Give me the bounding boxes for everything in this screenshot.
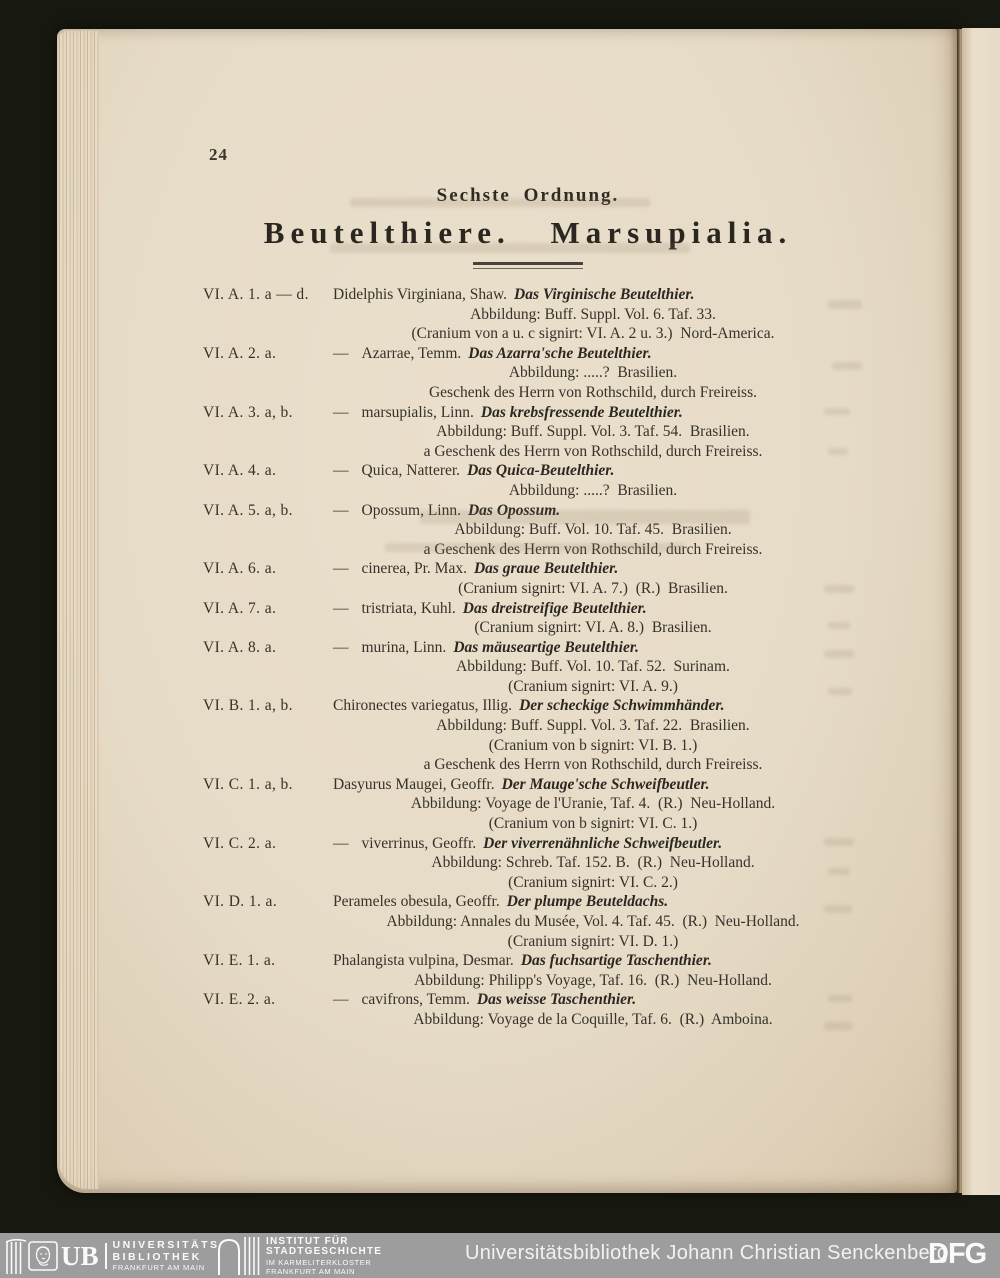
entry-main-line xyxy=(333,403,853,423)
catalog-entry xyxy=(203,501,853,521)
institute-line-4: FRANKFURT AM MAIN xyxy=(266,1266,356,1276)
entry-subline: (Cranium signirt: VI. A. 8.) Brasilien. xyxy=(474,619,712,637)
goethe-head-icon xyxy=(28,1241,58,1271)
entry-subline: Abbildung: Schreb. Taf. 152. B. (R.) Neu-Holland. xyxy=(431,854,755,872)
entry-subline: Abbildung: Annales du Musée, Vol. 4. Taf. 45. (R.) Neu-Holland. xyxy=(386,913,800,930)
entry-main-line xyxy=(333,559,853,579)
repeat-dash: — xyxy=(333,462,349,480)
entry-main-line xyxy=(333,461,853,481)
entry-id: VI. E. 1. a. xyxy=(203,952,276,970)
species-name: Didelphis Virginiana, Shaw. xyxy=(333,286,508,303)
ub-logo-divider xyxy=(105,1243,107,1269)
entry-main-line xyxy=(333,638,853,658)
repeat-dash: — xyxy=(333,599,349,617)
catalog-entry xyxy=(203,344,853,364)
species-name: Azarrae, Temm. xyxy=(361,344,462,362)
catalog-entry xyxy=(203,461,853,481)
entry-id: VI. C. 1. a, b. xyxy=(203,775,293,793)
entry-id: VI. B. 1. a, b. xyxy=(203,697,293,715)
entry-subline: Geschenk des Herrn von Rothschild, durch Freireiss. xyxy=(428,383,757,401)
book-spine-icon xyxy=(5,1238,27,1274)
repeat-dash: — xyxy=(333,403,349,421)
german-name: Das krebsfressende Beutelthier. xyxy=(480,403,683,421)
repeat-dash: — xyxy=(333,638,349,656)
entry-subline: Abbildung: .....? Brasilien. xyxy=(508,481,678,499)
entry-subline: Abbildung: Buff. Vol. 10. Taf. 52. Surinam. xyxy=(456,658,730,676)
species-name: viverrinus, Geoffr. xyxy=(361,834,477,852)
entry-id: VI. D. 1. a. xyxy=(203,893,278,911)
entry-subline: (Cranium signirt: VI. A. 7.) (R.) Brasilien. xyxy=(458,579,728,597)
species-name: Perameles obesula, Geoffr. xyxy=(333,893,500,911)
species-name: Quica, Natterer. xyxy=(361,462,461,480)
species-name: Chironectes variegatus, Illig. xyxy=(333,697,513,715)
german-name: Der plumpe Beuteldachs. xyxy=(506,893,669,911)
german-name: Das weisse Taschenthier. xyxy=(476,991,637,1009)
entry-id: VI. A. 7. a. xyxy=(203,599,277,617)
entry-subline: Abbildung: .....? Brasilien. xyxy=(508,364,678,382)
entry-subline: Abbildung: Philipp's Voyage, Taf. 16. (R.) Neu-Holland. xyxy=(414,971,772,989)
entry-id: VI. A. 1. a — d. xyxy=(203,286,309,303)
order-heading: Sechste Ordnung. xyxy=(436,185,620,206)
species-name: marsupialis, Linn. xyxy=(361,403,474,421)
repeat-dash: — xyxy=(333,344,349,362)
species-name: Phalangista vulpina, Desmar. xyxy=(333,952,514,970)
catalog-entry xyxy=(203,892,853,912)
entry-subline: (Cranium von b signirt: VI. C. 1.) xyxy=(488,815,698,833)
entry-subline: a Geschenk des Herrn von Rothschild, durch Freireiss. xyxy=(423,442,763,460)
entry-id: VI. C. 2. a. xyxy=(203,834,277,852)
footer-bar xyxy=(0,1233,1000,1278)
species-name: cinerea, Pr. Max. xyxy=(361,560,467,578)
repeat-dash: — xyxy=(333,991,349,1009)
ub-line-3: FRANKFURT AM MAIN xyxy=(112,1263,206,1272)
entry-main-line xyxy=(333,990,853,1010)
german-name: Das Virginische Beutelthier. xyxy=(514,286,695,303)
german-name: Das graue Beutelthier. xyxy=(473,560,619,578)
entry-subline: (Cranium signirt: VI. C. 2.) xyxy=(508,873,678,891)
heading-rule xyxy=(473,262,583,269)
page-title: Beutelthiere. Marsupialia. xyxy=(263,215,793,250)
entry-main-line xyxy=(333,285,853,305)
institute-line-3: IM KARMELITERKLOSTER xyxy=(266,1257,372,1267)
entry-main-line xyxy=(333,599,853,619)
entry-subline: a Geschenk des Herrn von Rothschild, durch Freireiss. xyxy=(423,756,763,774)
german-name: Der viverrenähnliche Schweifbeutler. xyxy=(483,834,723,852)
catalog-entry xyxy=(203,775,853,795)
entry-subline: a Geschenk des Herrn von Rothschild, durch Freireiss. xyxy=(423,540,763,558)
german-name: Der Mauge'sche Schweifbeutler. xyxy=(501,775,710,793)
entry-subline: (Cranium signirt: VI. D. 1.) xyxy=(507,932,679,950)
species-name: Dasyurus Maugei, Geoffr. xyxy=(333,775,495,793)
entry-main-line xyxy=(333,775,853,795)
entry-subline: (Cranium von a u. c signirt: VI. A. 2 u. 3.) Nord-America. xyxy=(411,325,775,343)
german-name: Das Azarra'sche Beutelthier. xyxy=(468,344,652,362)
ub-line-1: UNIVERSITÄTS xyxy=(112,1239,220,1251)
entry-subline: (Cranium signirt: VI. A. 9.) xyxy=(508,677,678,695)
ub-abbr-label: UB xyxy=(61,1240,99,1271)
repeat-dash: — xyxy=(333,834,349,852)
entry-main-line xyxy=(333,344,853,364)
species-name: tristriata, Kuhl. xyxy=(361,599,456,617)
repeat-dash: — xyxy=(333,560,349,578)
repeat-dash: — xyxy=(333,501,349,519)
catalog-entry xyxy=(203,834,853,854)
species-name: cavifrons, Temm. xyxy=(361,991,470,1009)
catalog-entry xyxy=(203,559,853,579)
german-name: Das dreistreifige Beutelthier. xyxy=(462,599,647,617)
entry-main-line xyxy=(333,892,853,912)
catalog-list xyxy=(203,285,853,1030)
facing-page-sliver xyxy=(962,28,1000,1195)
catalog-entry xyxy=(203,638,853,658)
scanned-book-page xyxy=(57,29,957,1193)
catalog-entry xyxy=(203,696,853,716)
catalog-entry xyxy=(203,599,853,619)
entry-subline: Abbildung: Buff. Suppl. Vol. 3. Taf. 22. Brasilien. xyxy=(436,717,750,735)
catalog-entry xyxy=(203,990,853,1010)
entry-id: VI. E. 2. a. xyxy=(203,991,276,1009)
species-name: Opossum, Linn. xyxy=(361,501,461,519)
german-name: Das Opossum. xyxy=(467,501,561,519)
catalog-entry xyxy=(203,403,853,423)
institute-line-2: STADTGESCHICHTE xyxy=(266,1246,383,1257)
german-name: Das mäuseartige Beutelthier. xyxy=(453,638,639,656)
german-name: Das fuchsartige Taschenthier. xyxy=(520,952,712,970)
institute-logo xyxy=(216,1236,382,1276)
entry-id: VI. A. 3. a, b. xyxy=(203,403,293,421)
german-name: Der scheckige Schwimmhänder. xyxy=(519,697,725,715)
entry-subline: (Cranium von b signirt: VI. B. 1.) xyxy=(488,736,698,754)
page-number: 24 xyxy=(209,145,228,164)
karmeliterkloster-arch-icon xyxy=(216,1237,260,1275)
entry-main-line xyxy=(333,501,853,521)
library-name-label: Universitätsbibliothek Johann Christian Senckenberg xyxy=(465,1242,949,1264)
entry-main-line xyxy=(333,834,853,854)
catalog-entry xyxy=(203,951,853,971)
entry-subline: Abbildung: Buff. Vol. 10. Taf. 45. Brasilien. xyxy=(454,521,732,539)
entry-subline: Abbildung: Voyage de l'Uranie, Taf. 4. (R.) Neu-Holland. xyxy=(410,795,776,813)
ub-logo xyxy=(5,1236,220,1276)
entry-main-line xyxy=(333,696,853,716)
institute-line-1: INSTITUT FÜR xyxy=(266,1235,349,1247)
entry-subline: Abbildung: Voyage de la Coquille, Taf. 6. (R.) Amboina. xyxy=(413,1010,773,1028)
entry-subline: Abbildung: Buff. Suppl. Vol. 6. Taf. 33. xyxy=(470,305,716,323)
entry-subline: Abbildung: Buff. Suppl. Vol. 3. Taf. 54. Brasilien. xyxy=(436,423,750,441)
entry-id: VI. A. 8. a. xyxy=(203,638,277,656)
dfg-logo: DFG xyxy=(928,1238,987,1270)
ub-line-2: BIBLIOTHEK xyxy=(112,1250,202,1263)
entry-id: VI. A. 5. a, b. xyxy=(203,501,293,519)
page-stack-edges xyxy=(59,31,99,1189)
entry-id: VI. A. 2. a. xyxy=(203,344,277,362)
species-name: murina, Linn. xyxy=(361,638,447,656)
catalog-entry xyxy=(203,285,853,305)
entry-id: VI. A. 4. a. xyxy=(203,462,277,480)
entry-main-line xyxy=(333,951,853,971)
entry-id: VI. A. 6. a. xyxy=(203,560,277,578)
german-name: Das Quica-Beutelthier. xyxy=(467,462,615,480)
